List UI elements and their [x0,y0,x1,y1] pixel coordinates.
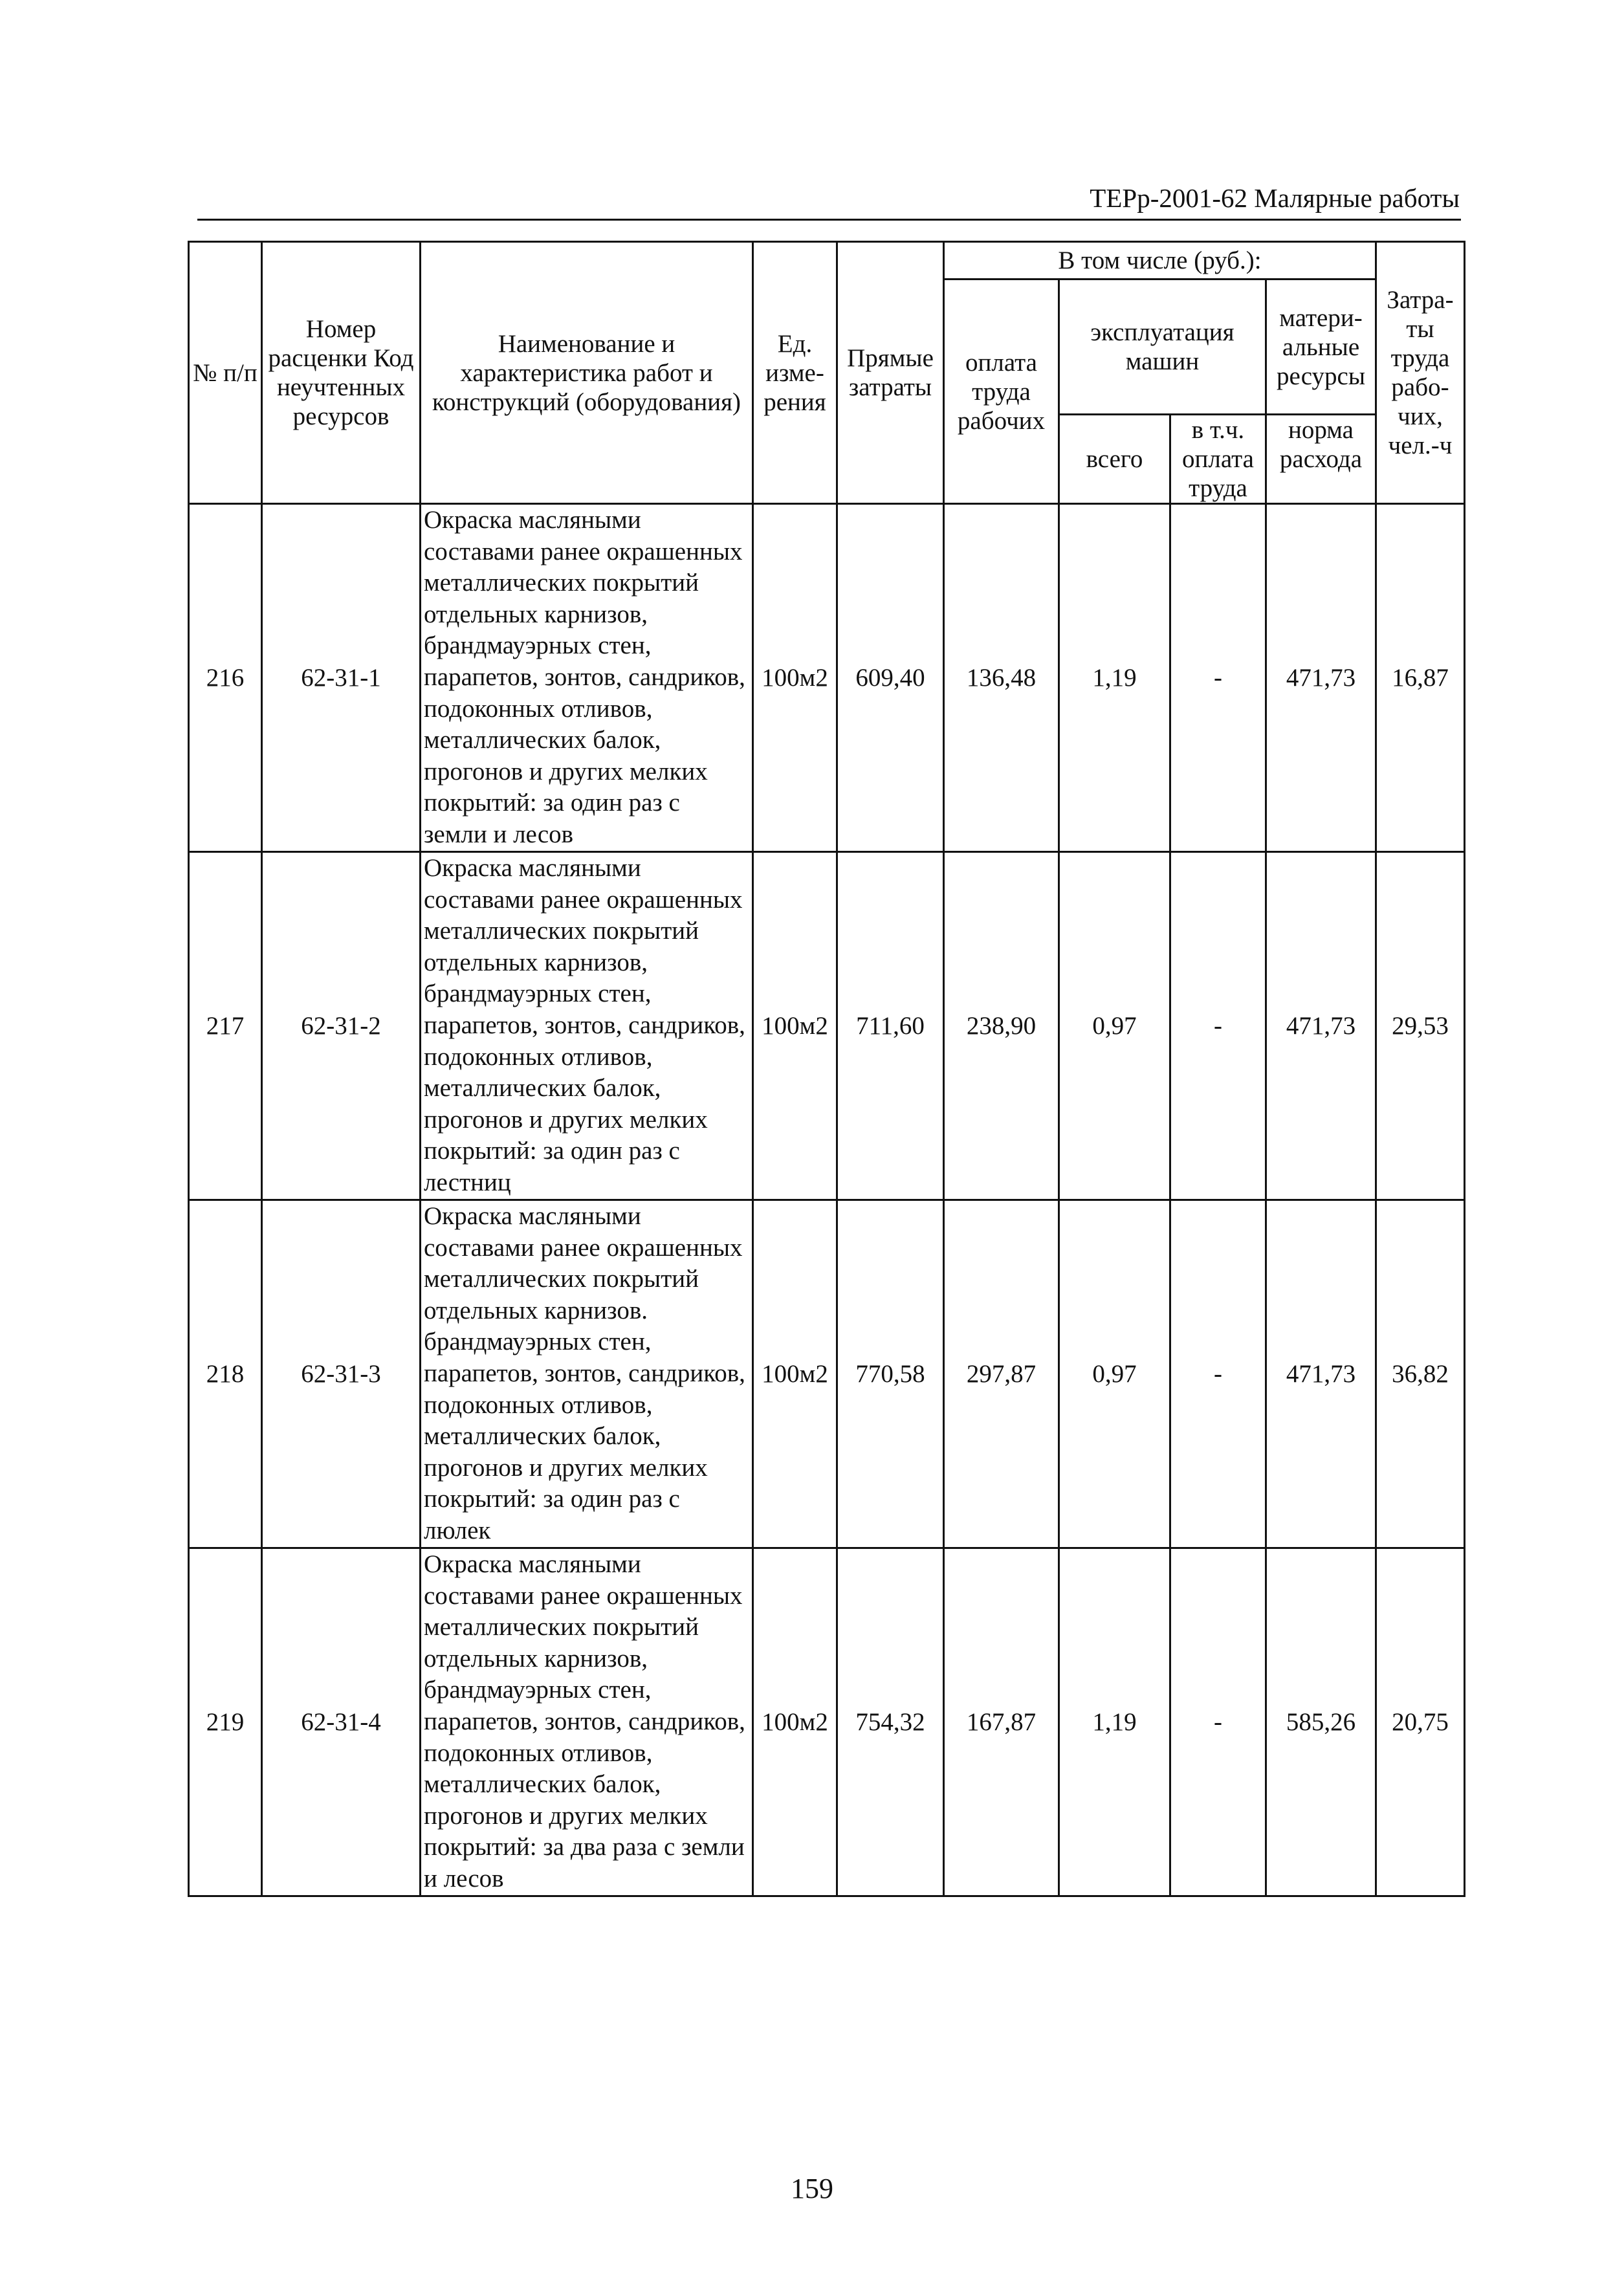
table-row [189,1548,1465,1896]
cell-materials: 471,73 [1266,1200,1376,1548]
cell-machines-total: 1,19 [1059,1548,1170,1896]
col-header-machines-labor: в т.ч. оплата труда [1170,415,1266,504]
running-header-title: ТЕРр-2001-62 Малярные работы [1090,183,1460,213]
cell-labor-hours: 29,53 [1376,852,1465,1200]
cell-labor-hours: 36,82 [1376,1200,1465,1548]
cell-unit: 100м2 [753,504,837,852]
cell-code: 62-31-1 [262,504,421,852]
cell-direct-costs: 711,60 [837,852,944,1200]
col-header-including: В том числе (руб.): [944,242,1376,280]
cell-machines-total: 0,97 [1059,852,1170,1200]
table-row [189,1200,1465,1548]
cell-labor-hours: 20,75 [1376,1548,1465,1896]
cell-machines-total: 1,19 [1059,504,1170,852]
cell-description: Окраска масляными составами ранее окрашенных металлических покрытий отдельных карнизов, брандмауэрных стен, парапетов, зонтов, сандриков, подоконных отливов, металлических балок, прогонов и других мелких покрытий: за один раз с земли и лесов [421,504,753,852]
cell-machines-labor: - [1170,1200,1266,1548]
cell-machines-labor: - [1170,852,1266,1200]
col-header-machines-total: всего [1059,415,1170,504]
page-number: 159 [791,2173,833,2204]
cell-code: 62-31-2 [262,852,421,1200]
cell-unit: 100м2 [753,1200,837,1548]
cell-labor-hours: 16,87 [1376,504,1465,852]
cell-materials: 471,73 [1266,852,1376,1200]
cell-machines-labor: - [1170,504,1266,852]
col-header-name: Наименование и характеристика работ и конструкций (оборудования) [421,242,753,504]
price-table [188,241,1465,1897]
col-header-machines: эксплуатация машин [1059,280,1266,415]
cell-code: 62-31-3 [262,1200,421,1548]
table-row [189,852,1465,1200]
col-header-code: Номер расценки Код неучтенных ресурсов [262,242,421,504]
cell-description: Окраска масляными составами ранее окрашенных металлических покрытий отдельных карнизов. брандмауэрных стен, парапетов, зонтов, сандриков, подоконных отливов, металлических балок, прогонов и других мелких покрытий: за один раз с люлек [421,1200,753,1548]
cell-machines-total: 0,97 [1059,1200,1170,1548]
cell-unit: 100м2 [753,1548,837,1896]
col-header-num: № п/п [189,242,262,504]
col-header-labor-pay: оплата труда рабочих [944,280,1059,504]
cell-num: 218 [189,1200,262,1548]
cell-code: 62-31-4 [262,1548,421,1896]
col-header-unit: Ед. изме-рения [753,242,837,504]
table-row [189,504,1465,852]
col-header-direct-costs: Прямые затраты [837,242,944,504]
table-header-row-1 [189,242,1465,280]
cell-materials: 585,26 [1266,1548,1376,1896]
cell-num: 219 [189,1548,262,1896]
header-divider [197,219,1461,221]
cell-materials: 471,73 [1266,504,1376,852]
cell-labor-pay: 297,87 [944,1200,1059,1548]
cell-description: Окраска масляными составами ранее окрашенных металлических покрытий отдельных карнизов, брандмауэрных стен, парапетов, зонтов, сандриков, подоконных отливов, металлических балок, прогонов и других мелких покрытий: за два раза с земли и лесов [421,1548,753,1896]
col-header-materials: матери-альные ресурсы [1266,280,1376,415]
cell-description: Окраска масляными составами ранее окрашенных металлических покрытий отдельных карнизов, брандмауэрных стен, парапетов, зонтов, сандриков, подоконных отливов, металлических балок, прогонов и других мелких покрытий: за один раз с лестниц [421,852,753,1200]
cell-direct-costs: 754,32 [837,1548,944,1896]
cell-num: 216 [189,504,262,852]
cell-direct-costs: 770,58 [837,1200,944,1548]
cell-labor-pay: 136,48 [944,504,1059,852]
cell-machines-labor: - [1170,1548,1266,1896]
cell-num: 217 [189,852,262,1200]
cell-labor-pay: 167,87 [944,1548,1059,1896]
cell-direct-costs: 609,40 [837,504,944,852]
cell-labor-pay: 238,90 [944,852,1059,1200]
col-header-materials-norm: норма расхода [1266,415,1376,504]
cell-unit: 100м2 [753,852,837,1200]
col-header-labor-hours: Затра-ты труда рабо-чих, чел.-ч [1376,242,1465,504]
